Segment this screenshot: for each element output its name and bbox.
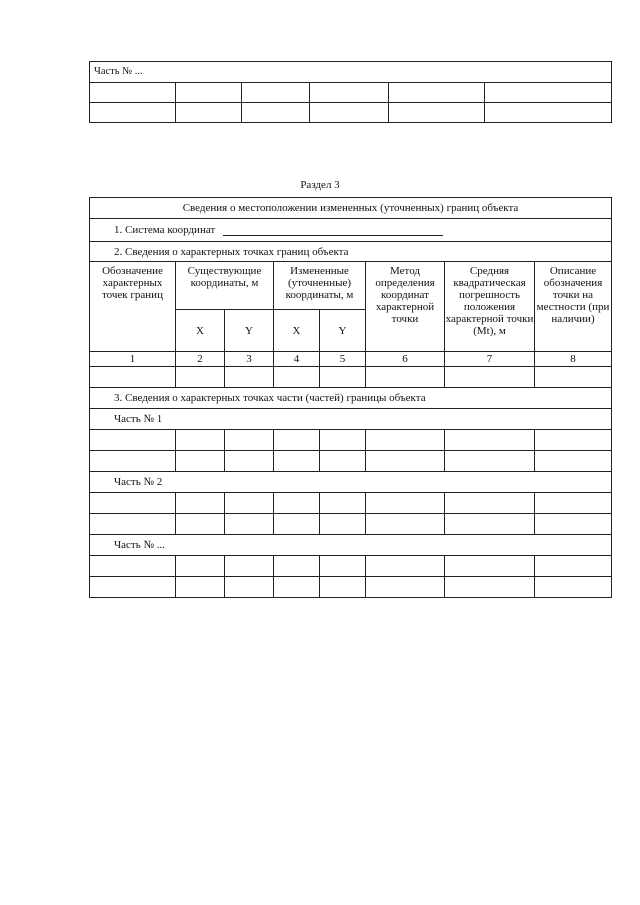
table-cell[interactable]: [485, 103, 612, 123]
table-cell[interactable]: [445, 430, 535, 451]
table-cell[interactable]: [320, 367, 366, 388]
table-cell[interactable]: [535, 514, 612, 535]
table-cell[interactable]: [445, 514, 535, 535]
table-cell[interactable]: [225, 451, 274, 472]
table-cell[interactable]: [90, 83, 176, 103]
column-number-row: [90, 352, 612, 367]
table-cell[interactable]: [90, 556, 176, 577]
col-header-method: Метод определения координат характерной точки: [366, 262, 445, 352]
col-number: 3: [225, 352, 274, 367]
table-cell[interactable]: [176, 577, 225, 598]
col-header-existing-coords: Существующие координаты, м: [176, 262, 274, 310]
col-number: 2: [176, 352, 225, 367]
parts-header: 3. Сведения о характерных точках части (частей) границы объекта: [90, 388, 612, 409]
table-row: [90, 514, 612, 535]
table-cell[interactable]: [274, 430, 320, 451]
table-cell[interactable]: [274, 367, 320, 388]
table-row: [90, 451, 612, 472]
table-cell[interactable]: [176, 514, 225, 535]
table-cell[interactable]: [274, 577, 320, 598]
table-cell[interactable]: [274, 493, 320, 514]
table-row: [90, 367, 612, 388]
coord-system-label: 1. Система координат: [114, 224, 216, 236]
col-number: 1: [90, 352, 176, 367]
table-row: [90, 83, 612, 103]
coord-system-field[interactable]: [223, 225, 443, 236]
part-label: Часть № 1: [90, 409, 612, 430]
table-cell[interactable]: [535, 577, 612, 598]
col-header-y: Y: [225, 310, 274, 352]
table-cell[interactable]: [445, 367, 535, 388]
table-cell[interactable]: [320, 430, 366, 451]
table-cell[interactable]: [176, 367, 225, 388]
table-cell[interactable]: [176, 451, 225, 472]
top-part-table: [89, 61, 612, 123]
table-cell[interactable]: [445, 556, 535, 577]
table-cell[interactable]: [225, 367, 274, 388]
table-cell[interactable]: [366, 514, 445, 535]
table-cell[interactable]: [366, 367, 445, 388]
coord-system-row: [90, 219, 612, 242]
table-cell[interactable]: [485, 83, 612, 103]
col-number: 8: [535, 352, 612, 367]
col-header-changed-coords: Измененные (уточненные) координаты, м: [274, 262, 366, 310]
table-cell[interactable]: [225, 514, 274, 535]
table-cell[interactable]: [389, 83, 485, 103]
table-cell[interactable]: [242, 103, 310, 123]
table-cell[interactable]: [274, 514, 320, 535]
table-cell[interactable]: [176, 430, 225, 451]
table-cell[interactable]: [366, 556, 445, 577]
table-cell[interactable]: [320, 556, 366, 577]
part-label: Часть № ...: [90, 62, 612, 83]
col-number: 4: [274, 352, 320, 367]
table-row: [90, 103, 612, 123]
table-cell[interactable]: [320, 514, 366, 535]
table-cell[interactable]: [366, 430, 445, 451]
table-cell[interactable]: [320, 451, 366, 472]
table-row: [90, 556, 612, 577]
table-cell[interactable]: [176, 103, 242, 123]
section-3-table: [89, 197, 612, 598]
col-header-x: X: [274, 310, 320, 352]
table-cell[interactable]: [242, 83, 310, 103]
col-header-error: Средняя квадратическая погрешность положения характерной точки (Mt), м: [445, 262, 535, 352]
table-cell[interactable]: [366, 577, 445, 598]
table-row: [90, 493, 612, 514]
table-cell[interactable]: [535, 493, 612, 514]
col-number: 7: [445, 352, 535, 367]
table-cell[interactable]: [90, 514, 176, 535]
points-header: 2. Сведения о характерных точках границ объекта: [90, 242, 612, 262]
table-cell[interactable]: [445, 493, 535, 514]
col-number: 5: [320, 352, 366, 367]
table-cell[interactable]: [445, 577, 535, 598]
table-cell[interactable]: [225, 493, 274, 514]
table-cell[interactable]: [90, 103, 176, 123]
table-cell[interactable]: [366, 451, 445, 472]
table-cell[interactable]: [274, 451, 320, 472]
table-cell[interactable]: [90, 577, 176, 598]
table-cell[interactable]: [535, 367, 612, 388]
table-cell[interactable]: [535, 451, 612, 472]
part-label: Часть № 2: [90, 472, 612, 493]
section-header: Сведения о местоположении измененных (уточненных) границ объекта: [90, 198, 612, 219]
part-label: Часть № ...: [90, 535, 612, 556]
table-cell[interactable]: [90, 493, 176, 514]
table-cell[interactable]: [535, 430, 612, 451]
col-header-point-designation: Обозначение характерных точек границ: [90, 262, 176, 352]
col-header-x: X: [176, 310, 225, 352]
table-cell[interactable]: [445, 451, 535, 472]
table-cell[interactable]: [310, 103, 389, 123]
table-cell[interactable]: [225, 430, 274, 451]
table-row: [90, 430, 612, 451]
col-header-description: Описание обозначения точки на местности (при наличии): [535, 262, 612, 352]
table-cell[interactable]: [176, 493, 225, 514]
section-title: Раздел 3: [300, 179, 340, 191]
table-cell[interactable]: [320, 493, 366, 514]
table-cell[interactable]: [90, 430, 176, 451]
col-number: 6: [366, 352, 445, 367]
table-cell[interactable]: [176, 556, 225, 577]
table-cell[interactable]: [389, 103, 485, 123]
table-cell[interactable]: [366, 493, 445, 514]
table-cell[interactable]: [90, 367, 176, 388]
table-cell[interactable]: [310, 83, 389, 103]
table-row: [90, 577, 612, 598]
table-cell[interactable]: [176, 83, 242, 103]
table-cell[interactable]: [90, 451, 176, 472]
table-cell[interactable]: [320, 577, 366, 598]
col-header-y: Y: [320, 310, 366, 352]
table-cell[interactable]: [225, 577, 274, 598]
table-cell[interactable]: [225, 556, 274, 577]
table-cell[interactable]: [274, 556, 320, 577]
table-cell[interactable]: [535, 556, 612, 577]
